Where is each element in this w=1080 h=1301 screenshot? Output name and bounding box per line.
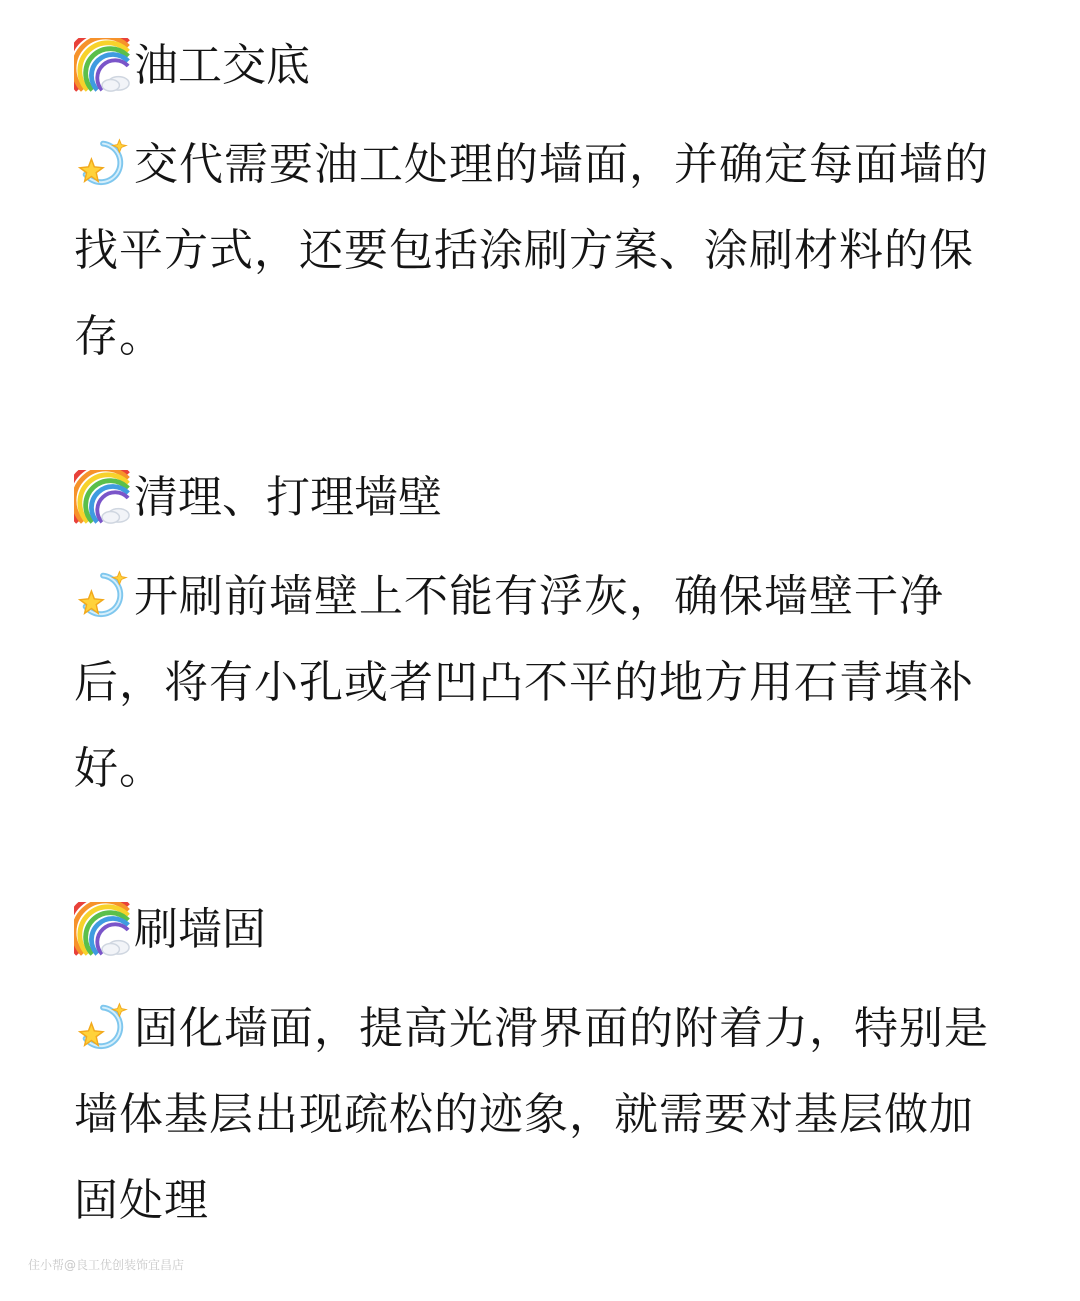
section-oil-work-briefing [74,36,1014,380]
section-wall-sealer [74,900,1014,1244]
heading-text: 油工交底 [134,40,310,91]
section-body [74,986,1014,1244]
watermark: 住小帮@良工优创装饰宜昌店 [28,1258,185,1272]
rainbow-icon [74,38,132,94]
body-text: 交代需要油工处理的墙面，并确定每面墙的找平方式，还要包括涂刷方案、涂刷材料的保存。 [74,139,989,362]
rainbow-icon [74,470,132,526]
heading-text: 清理、打理墙壁 [134,472,442,523]
section-heading [74,468,1014,528]
dizzy-sparkle-icon [74,567,132,619]
dizzy-sparkle-icon [74,999,132,1051]
dizzy-sparkle-icon [74,135,132,187]
section-clean-walls [74,468,1014,812]
heading-text: 刷墙固 [134,904,266,955]
section-heading [74,900,1014,960]
section-body [74,554,1014,812]
body-text: 开刷前墙壁上不能有浮灰，确保墙壁干净后，将有小孔或者凹凸不平的地方用石青填补好。 [74,571,974,794]
rainbow-icon [74,902,132,958]
body-text: 固化墙面，提高光滑界面的附着力，特别是墙体基层出现疏松的迹象，就需要对基层做加固处理 [74,1003,989,1226]
section-heading [74,36,1014,96]
section-body [74,122,1014,380]
